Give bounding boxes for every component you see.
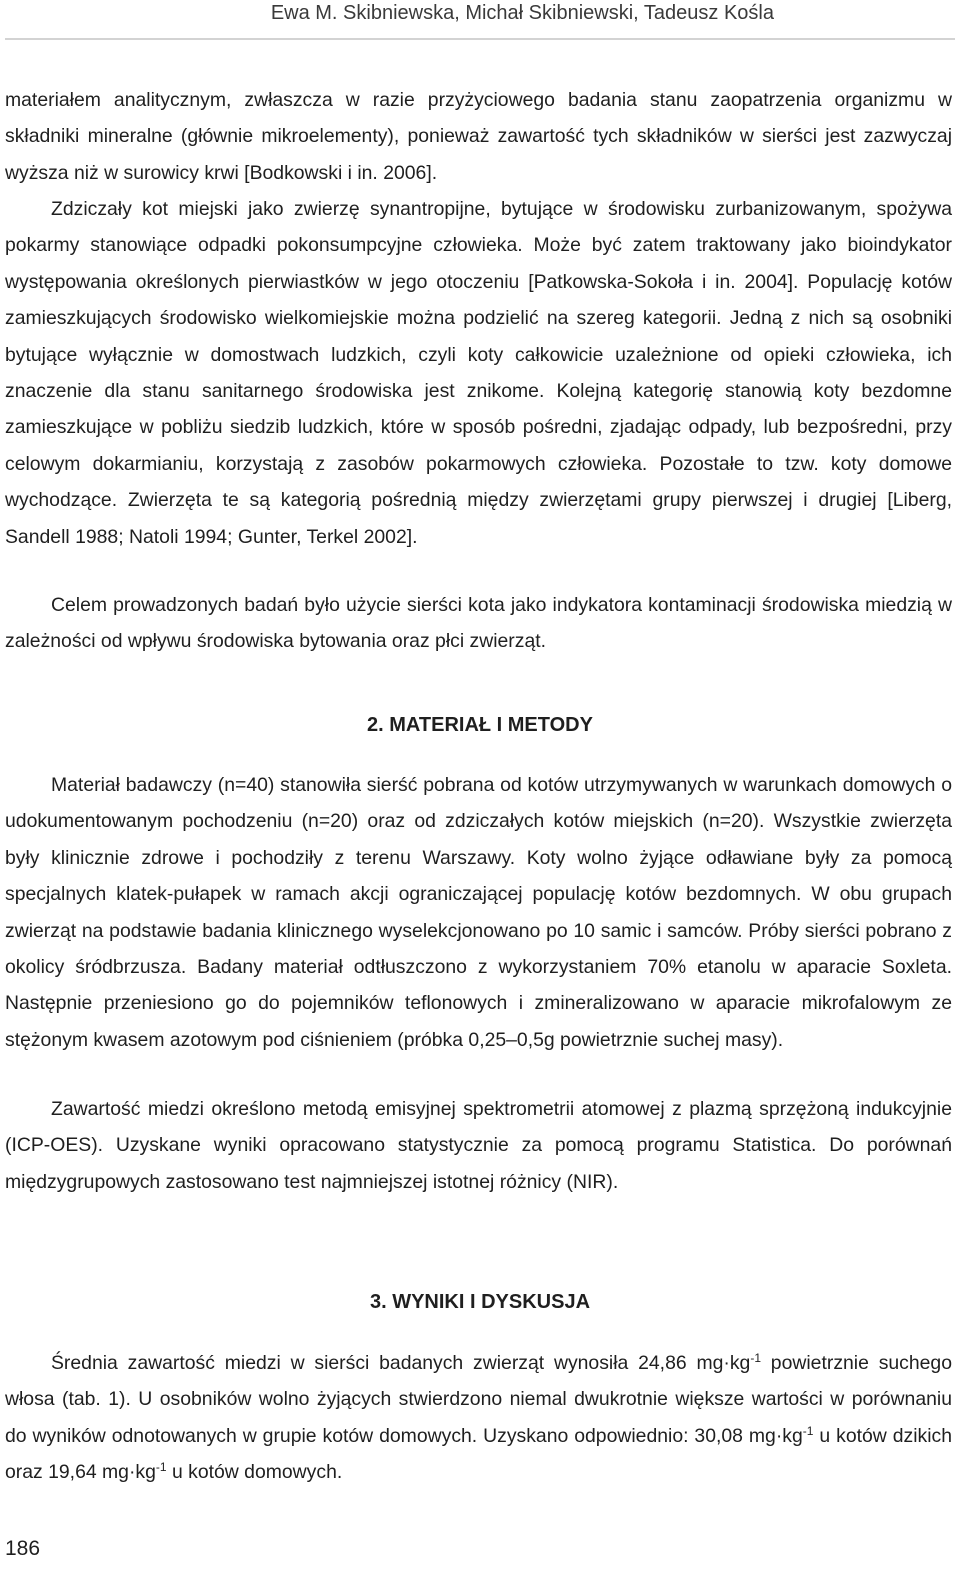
results-text-3: u kotów dzikich oraz 19,64 mg·kg <box>5 1424 952 1484</box>
unit-exponent: -1 <box>802 1423 814 1438</box>
results-text-4: u kotów domowych. <box>166 1461 343 1484</box>
results-paragraph-1 <box>5 1345 952 1491</box>
intro-paragraph-3: Celem prowadzonych badań było użycie sierści kota jako indykatora kontaminacji środowiska miedzią w zależności od wpływu środowiska bytowania oraz płci zwierząt. <box>5 594 952 653</box>
unit-exponent: -1 <box>155 1460 167 1475</box>
methods-paragraph-1: Materiał badawczy (n=40) stanowiła sierść pobrana od kotów utrzymywanych w warunkach domowych o udokumentowanym pochodzeniu (n=20) oraz od zdziczałych kotów miejskich (n=20). Wszystkie zwierzęta były klinicznie zdrowe i pochodziły z terenu Warszawy. Koty wolno żyjące odławiane były za pomocą specjalnych klatek-pułapek w ramach akcji ograniczającej populację kotów bezdomnych. W obu grupach zwierząt na podstawie badania klinicznego wyselekcjonowano po 10 samic i samców. Próby sierści pobrano z okolicy śródbrzusza. Badany materiał odtłuszczono z wykorzystaniem 70% etanolu w aparacie Soxleta. Następnie przeniesiono go do pojemników teflonowych i zmineralizowano w aparacie mikrofalowym ze stężonym kwasem azotowym pod ciśnieniem (próbka 0,25–0,5g powietrznie suchej masy). <box>5 774 952 1051</box>
intro-paragraph-1: materiałem analitycznym, zwłaszcza w razie przyżyciowego badania stanu zaopatrzenia organizmu w składniki mineralne (głównie mikroelementy), ponieważ zawartość tych składników w sierści jest zazwyczaj wyższa niż w surowicy krwi [Bodkowski i in. 2006]. <box>5 89 952 184</box>
page-number: 186 <box>5 1537 41 1560</box>
methods-paragraph-2: Zawartość miedzi określono metodą emisyjnej spektrometrii atomowej z plazmą sprzężoną indukcyjnie (ICP-OES). Uzyskane wyniki opracowano statystycznie za pomocą programu Statistica. Do porównań międzygrupowych zastosowano test najmniejszej istotnej różnicy (NIR). <box>5 1098 952 1193</box>
header-divider <box>5 38 955 40</box>
section-heading-methods: 2. MATERIAŁ I METODY <box>367 714 593 736</box>
results-text-2: powietrznie suchego włosa (tab. 1). U osobników wolno żyjących stwierdzono niemal dwukrotnie większe wartości w porównaniu do wyników odnotowanych w grupie kotów domowych. Uzyskano odpowiednio: 30,08 mg·kg <box>5 1352 953 1447</box>
running-header: Ewa M. Skibniewska, Michał Skibniewski, Tadeusz Kośla <box>270 2 774 24</box>
unit-exponent: -1 <box>750 1351 761 1365</box>
intro-paragraph-2: Zdziczały kot miejski jako zwierzę synantropijne, bytujące w środowisku zurbanizowanym, spożywa pokarmy stanowiące odpadki pokonsumpcyjne człowieka. Może być zatem traktowany jako bioindykator występowania określonych pierwiastków w jego otoczeniu [Patkowska-Sokoła i in. 2004]. Populację kotów zamieszkujących środowisko wielkomiejskie można podzielić na szereg kategorii. Jedną z nich są osobniki bytujące wyłącznie w domostwach ludzkich, czyli koty całkowicie uzależnione od opieki człowieka, ich znaczenie dla stanu sanitarnego środowiska jest znikome. Kolejną kategorię stanowią koty bezdomne zamieszkujące w pobliżu siedzib ludzkich, które w sposób pośredni, zjadając odpady, lub bezpośredni, przy celowym dokarmianiu, korzystają z zasobów pokarmowych człowieka. Pozostałe to tzw. koty domowe wychodzące. Zwierzęta te są kategorią pośrednią między zwierzętami grupy pierwszej i drugiej [Liberg, Sandell 1988; Natoli 1994; Gunter, Terkel 2002]. <box>5 198 952 548</box>
results-text-1: Średnia zawartość miedzi w sierści badanych zwierząt wynosiła 24,86 mg·kg <box>51 1352 751 1374</box>
section-heading-results: 3. WYNIKI I DYSKUSJA <box>369 1291 591 1313</box>
